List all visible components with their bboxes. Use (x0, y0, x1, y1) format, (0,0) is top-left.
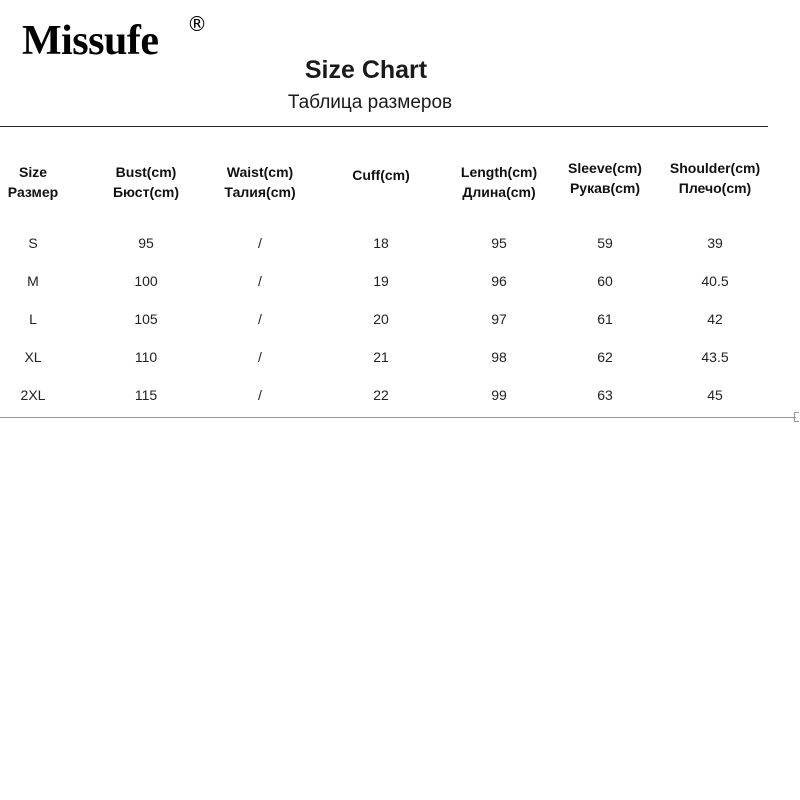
table-cell: / (258, 273, 262, 289)
table-cell: 45 (707, 387, 723, 403)
registered-mark: ® (187, 12, 207, 36)
column-header-en: Bust(cm) (115, 164, 177, 180)
column-header (568, 158, 642, 198)
bottom-divider (0, 417, 796, 418)
size-label-cell: XL (24, 349, 42, 365)
table-cell: / (258, 349, 262, 365)
column-header-ru: Талия(cm) (224, 184, 296, 200)
column-header-ru: Плечо(cm) (678, 180, 752, 196)
column-header (670, 158, 760, 198)
table-cell: 61 (597, 311, 613, 327)
column-header (113, 162, 179, 202)
table-cell: 98 (491, 349, 507, 365)
table-cell: 105 (134, 311, 158, 327)
brand-name: Missufe (22, 18, 159, 64)
column-header (461, 162, 537, 202)
table-cell: 100 (134, 273, 158, 289)
column-header (352, 165, 410, 185)
table-cell: 40.5 (701, 273, 729, 289)
size-label-cell: 2XL (20, 387, 46, 403)
table-cell: / (258, 387, 262, 403)
size-label-cell: M (27, 273, 39, 289)
table-cell: 95 (491, 235, 507, 251)
column-header (8, 162, 58, 202)
table-cell: 62 (597, 349, 613, 365)
table-cell: / (258, 311, 262, 327)
table-cell: 63 (597, 387, 613, 403)
page-subtitle: Таблица размеров (287, 92, 453, 113)
column-header-ru: Рукав(cm) (569, 180, 641, 196)
column-header-en: Cuff(cm) (352, 167, 410, 183)
table-cell: 60 (597, 273, 613, 289)
divider-end-cap (794, 412, 799, 422)
column-header-en: Size (18, 164, 48, 180)
table-cell: 95 (138, 235, 154, 251)
table-cell: 115 (134, 387, 158, 403)
top-divider (0, 126, 768, 127)
table-cell: 43.5 (701, 349, 729, 365)
table-cell: 97 (491, 311, 507, 327)
column-header-ru: Длина(cm) (462, 184, 536, 200)
table-cell: 22 (373, 387, 389, 403)
table-cell: 99 (491, 387, 507, 403)
table-cell: 21 (373, 349, 389, 365)
column-header-en: Waist(cm) (226, 164, 294, 180)
table-cell: / (258, 235, 262, 251)
column-header-ru: Бюст(cm) (112, 184, 180, 200)
table-cell: 39 (707, 235, 723, 251)
column-header-en: Length(cm) (460, 164, 538, 180)
table-cell: 20 (373, 311, 389, 327)
table-cell: 18 (373, 235, 389, 251)
size-label-cell: L (29, 311, 37, 327)
column-header-en: Shoulder(cm) (669, 160, 761, 176)
table-cell: 19 (373, 273, 389, 289)
table-cell: 59 (597, 235, 613, 251)
table-cell: 96 (491, 273, 507, 289)
page-title: Size Chart (304, 56, 428, 84)
table-cell: 42 (707, 311, 723, 327)
column-header (224, 162, 295, 202)
column-header-en: Sleeve(cm) (568, 160, 642, 176)
size-label-cell: S (28, 235, 38, 251)
table-cell: 110 (134, 349, 158, 365)
column-header-ru: Размер (7, 184, 59, 200)
